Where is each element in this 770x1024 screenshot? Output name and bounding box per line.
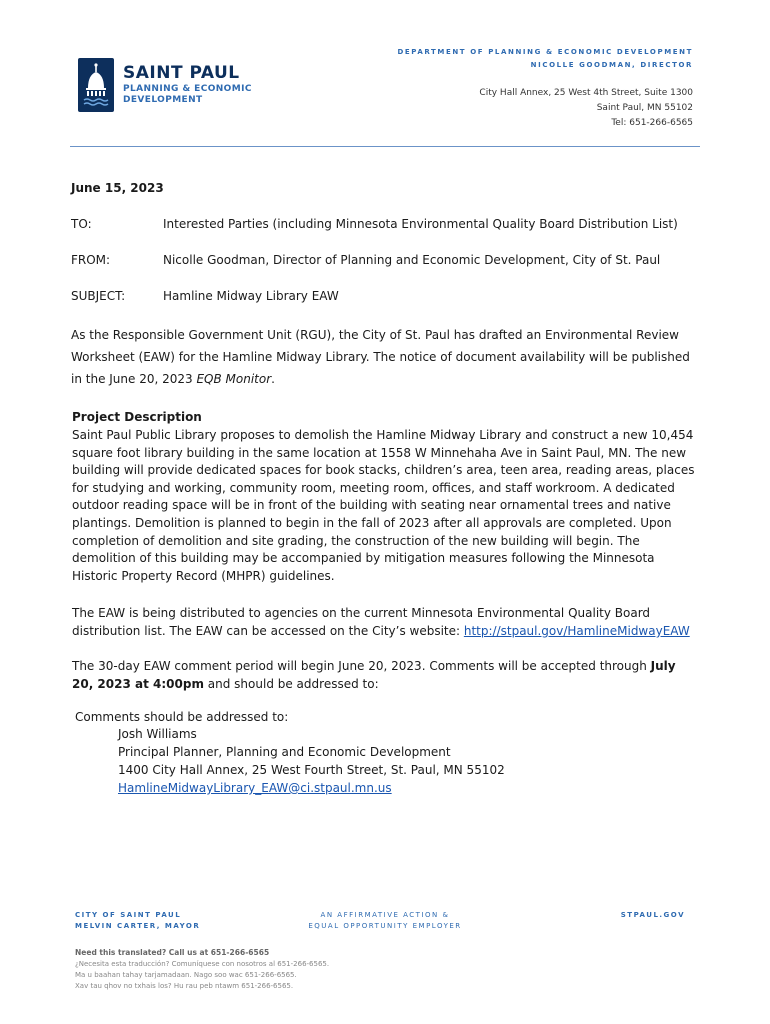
- address-line-2: Saint Paul, MN 55102: [596, 103, 693, 113]
- to-label: TO:: [71, 217, 92, 231]
- to-value: Interested Parties (including Minnesota Environmental Quality Board Distribution List): [163, 217, 678, 231]
- eqb-monitor-title: EQB Monitor: [196, 372, 272, 386]
- contact-address: 1400 City Hall Annex, 25 West Fourth Street, St. Paul, MN 55102: [118, 763, 505, 777]
- subject-value: Hamline Midway Library EAW: [163, 289, 339, 303]
- logo-name: SAINT PAUL: [123, 63, 240, 83]
- from-value: Nicolle Goodman, Director of Planning and Economic Development, City of St. Paul: [163, 253, 661, 267]
- subject-label: SUBJECT:: [71, 289, 126, 303]
- translation-spanish: ¿Necesita esta traducción? Comuníquese con nosotros al 651-266-6565.: [75, 960, 330, 968]
- contact-email-link[interactable]: HamlineMidwayLibrary_EAW@ci.stpaul.mn.us: [118, 781, 392, 795]
- contact-name: Josh Williams: [118, 727, 197, 741]
- footer-city-info: [75, 910, 200, 932]
- phone-number: Tel: 651-266-6565: [611, 118, 693, 128]
- comment-period-paragraph: The 30-day EAW comment period will begin June 20, 2023. Comments will be accepted through July 20, 2023 at 4:00pm and should be addressed to:: [72, 659, 676, 691]
- translation-heading: Need this translated? Call us at 651-266-6565: [75, 948, 270, 957]
- contact-title: Principal Planner, Planning and Economic Development: [118, 745, 451, 759]
- header-divider: [70, 146, 700, 147]
- footer-website: STPAUL.GOV: [620, 911, 685, 919]
- department-director: NICOLLE GOODMAN, DIRECTOR: [530, 61, 693, 69]
- project-description-heading: Project Description: [72, 410, 202, 424]
- project-description-text: Saint Paul Public Library proposes to demolish the Hamline Midway Library and construct a new 10,454 square foot library building in the same location at 1558 W Minnehaha Ave in Saint Paul, MN. The new building will provide dedicated spaces for book stacks, children’s area, teen area, reading areas, places for studying and working, community room, meeting room, offices, and staff workroom. A dedicated outdoor reading space will be in front of the building with seating near ornamental trees and native plantings. Demolition is planned to begin in the fall of 2023 after all approvals are completed. Upon completion of demolition and site grading, the construction of the new building will begin. The demolition of this building may be accompanied by mitigation measures following the Minnesota Historic Property Record (MHPR) guidelines.: [72, 428, 695, 583]
- distribution-paragraph: The EAW is being distributed to agencies on the current Minnesota Environmental Quality Board distribution list. The EAW can be accessed on the City’s website: http://stpaul.gov/HamlineMidwayEAW: [72, 606, 690, 638]
- footer-city: CITY OF SAINT PAUL: [75, 911, 182, 919]
- comment-deadline: July 20, 2023 at 4:00pm: [72, 659, 676, 691]
- footer-equal-opportunity: EQUAL OPPORTUNITY EMPLOYER: [308, 922, 462, 930]
- department-title: DEPARTMENT OF PLANNING & ECONOMIC DEVELOPMENT: [397, 48, 693, 56]
- footer-employer-info: [305, 910, 465, 932]
- logo-subtitle: PLANNING & ECONOMIC DEVELOPMENT: [123, 84, 252, 105]
- from-label: FROM:: [71, 253, 111, 267]
- translation-hmong: Xav tau qhov no txhais los? Hu rau peb ntawm 651-266-6565.: [75, 982, 294, 990]
- eaw-website-link[interactable]: http://stpaul.gov/HamlineMidwayEAW: [463, 624, 690, 638]
- intro-paragraph: As the Responsible Government Unit (RGU), the City of St. Paul has drafted an Environmental Review Worksheet (EAW) for the Hamline Midway Library. The notice of document availability will be published in the June 20, 2023 EQB Monitor.: [71, 328, 690, 386]
- comments-address-heading: Comments should be addressed to:: [75, 710, 289, 724]
- saint-paul-logo: [78, 58, 114, 112]
- footer-mayor: MELVIN CARTER, MAYOR: [75, 922, 201, 930]
- memo-date: June 15, 2023: [71, 181, 164, 195]
- address-line-1: City Hall Annex, 25 West 4th Street, Suite 1300: [479, 88, 693, 98]
- translation-somali: Ma u baahan tahay tarjamadaan. Nago soo wac 651-266-6565.: [75, 971, 297, 979]
- footer-affirmative-action: AN AFFIRMATIVE ACTION &: [320, 911, 450, 919]
